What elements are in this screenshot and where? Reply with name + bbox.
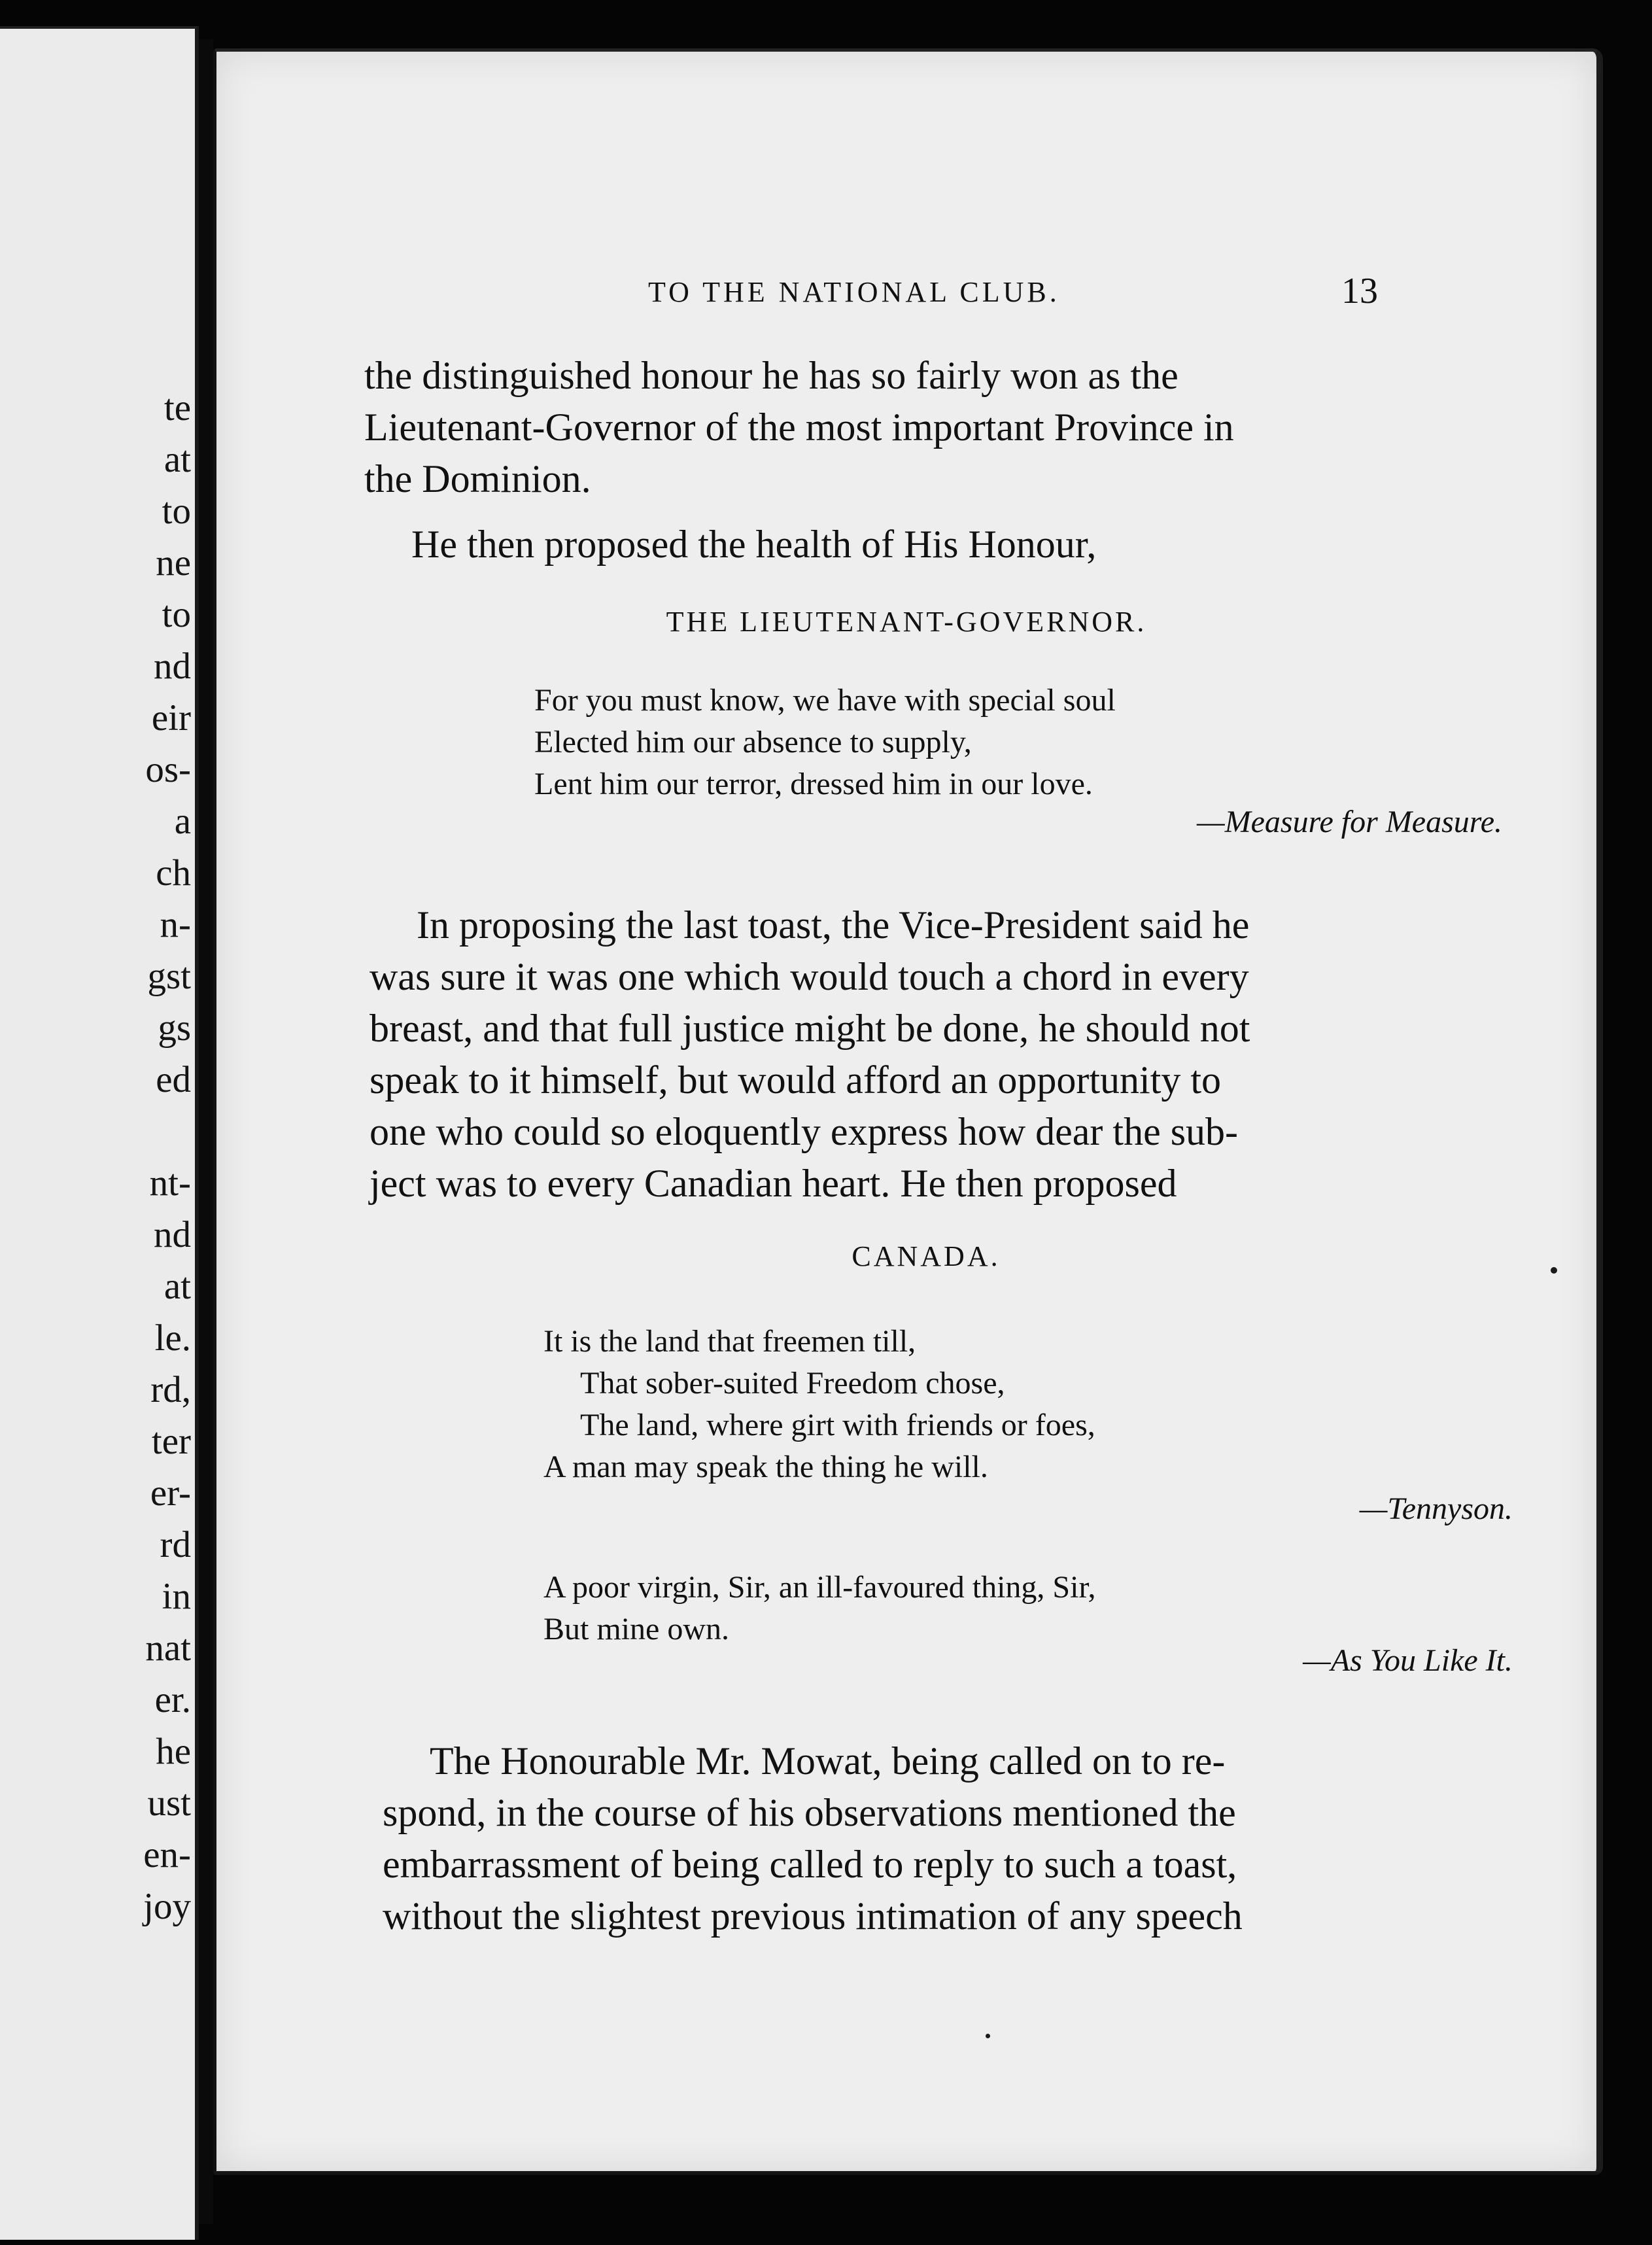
left-fragment: to	[162, 491, 191, 532]
verse-attribution: —As You Like It.	[1303, 1643, 1513, 1678]
print-speck	[986, 2034, 990, 2038]
verse-line: It is the land that freemen till,	[543, 1324, 916, 1359]
text-line: speak to it himself, but would afford an opportunity to	[370, 1058, 1222, 1102]
page-number: 13	[1341, 271, 1378, 311]
verse-quotation	[534, 680, 1116, 805]
left-fragment: nat	[145, 1627, 191, 1669]
left-fragment: te	[163, 387, 191, 428]
print-speck	[1551, 1267, 1557, 1274]
left-fragment: er.	[154, 1679, 191, 1720]
toast-heading-lieutenant-governor: THE LIEUTENANT-GOVERNOR.	[666, 606, 1147, 638]
running-title: TO THE NATIONAL CLUB.	[648, 276, 1060, 308]
left-fragment: os-	[145, 749, 191, 790]
left-fragment: ne	[156, 542, 191, 583]
verse-line: The land, where girt with friends or foes,	[580, 1408, 1095, 1442]
left-fragment: gs	[158, 1007, 191, 1049]
verse-line: Elected him our absence to supply,	[534, 725, 972, 759]
left-fragment: n-	[160, 904, 191, 945]
verse-attribution: —Tennyson.	[1359, 1491, 1513, 1526]
paragraph-vice-president	[370, 899, 1612, 1210]
verse-quotation	[543, 1567, 1096, 1650]
left-fragment: ed	[156, 1059, 191, 1100]
text-line: Lieutenant-Governor of the most important Province in	[364, 406, 1234, 449]
left-fragment: er-	[150, 1472, 191, 1514]
verse-attribution: —Measure for Measure.	[1196, 805, 1502, 839]
book-page	[213, 48, 1603, 2175]
text-line: the Dominion.	[364, 457, 591, 500]
left-fragment: to	[162, 594, 191, 635]
text-line: embarrassment of being called to reply to such a toast,	[383, 1843, 1237, 1886]
running-head	[216, 270, 1596, 316]
toast-heading-canada: CANADA.	[852, 1240, 1001, 1272]
left-facing-page	[0, 26, 199, 2240]
text-line: one who could so eloquently express how dear the sub-	[370, 1110, 1239, 1153]
left-fragment: in	[162, 1576, 191, 1617]
left-fragment: rd	[160, 1524, 191, 1565]
left-fragment: he	[156, 1731, 191, 1772]
text-line: The Honourable Mr. Mowat, being called on to re-	[430, 1739, 1226, 1783]
left-fragment: le.	[154, 1317, 191, 1359]
left-fragment: ust	[147, 1783, 191, 1824]
left-fragment: ch	[156, 852, 191, 894]
text-line: He then proposed the health of His Honour,	[411, 523, 1097, 566]
left-fragment-gap	[143, 1105, 191, 1157]
verse-line: Lent him our terror, dressed him in our love.	[534, 767, 1093, 801]
verse-quotation	[543, 1321, 1095, 1488]
paragraph-continuation	[364, 350, 1607, 505]
left-fragment: eir	[151, 697, 191, 739]
text-line: without the slightest previous intimation of any speech	[383, 1894, 1243, 1938]
text-line: spond, in the course of his observations mentioned the	[383, 1791, 1236, 1834]
verse-line: But mine own.	[543, 1612, 729, 1646]
text-line: was sure it was one which would touch a chord in every	[370, 955, 1249, 998]
left-fragment: ter	[151, 1421, 191, 1462]
text-line: ject was to every Canadian heart. He then proposed	[370, 1162, 1177, 1205]
verse-line: A poor virgin, Sir, an ill-favoured thing, Sir,	[543, 1570, 1096, 1605]
text-line: the distinguished honour he has so fairly won as the	[364, 354, 1179, 397]
text-line: In proposing the last toast, the Vice-President said he	[417, 903, 1250, 947]
left-fragment: nt-	[149, 1162, 191, 1204]
left-fragment: rd,	[150, 1369, 191, 1410]
left-fragment: at	[163, 439, 191, 480]
text-line: breast, and that full justice might be done, he should not	[370, 1007, 1250, 1050]
left-fragment: en-	[143, 1834, 191, 1875]
book-gutter	[199, 39, 213, 2224]
paragraph-proposal	[364, 519, 1607, 570]
left-fragment: joy	[143, 1886, 191, 1927]
left-fragment: nd	[154, 1214, 191, 1255]
left-fragment: gst	[147, 956, 191, 997]
verse-line: For you must know, we have with special soul	[534, 683, 1116, 718]
left-fragment: a	[174, 801, 191, 842]
verse-line: That sober-suited Freedom chose,	[580, 1366, 1005, 1401]
left-fragment: nd	[154, 646, 191, 687]
verse-line: A man may speak the thing he will.	[543, 1450, 988, 1484]
paragraph-mowat-response	[383, 1735, 1625, 1942]
left-page-fragments	[143, 382, 191, 1932]
left-fragment: at	[163, 1266, 191, 1307]
